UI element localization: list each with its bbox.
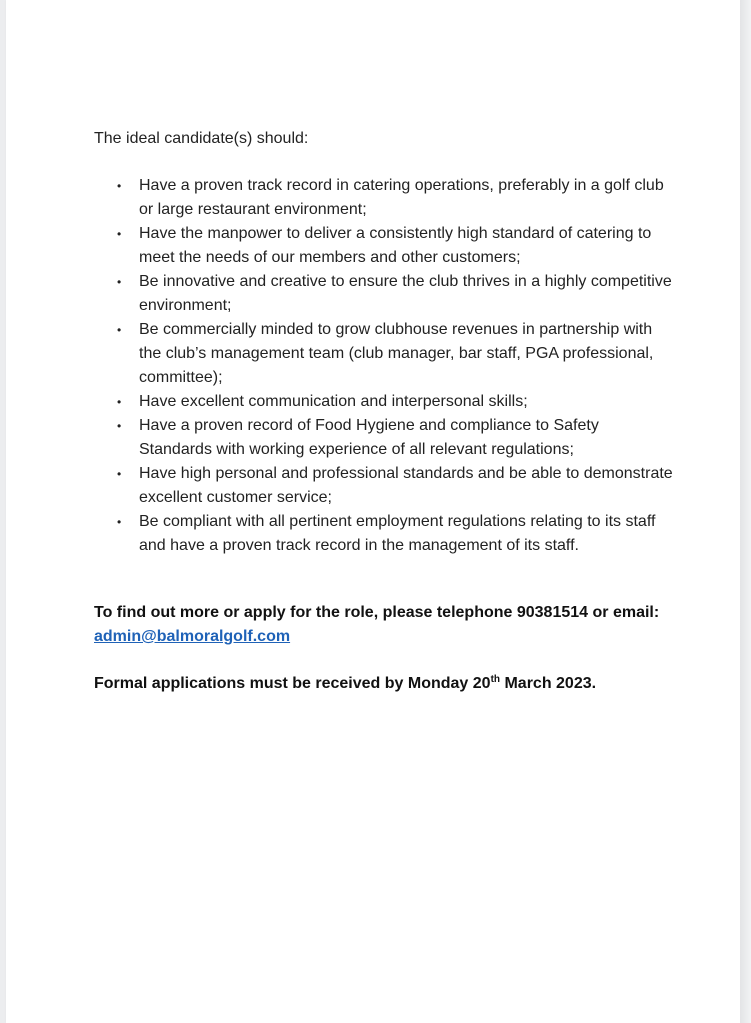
bullet-icon: • <box>117 275 122 289</box>
contact-paragraph <box>94 601 684 649</box>
list-item <box>94 270 674 318</box>
intro-text: The ideal candidate(s) should: <box>94 130 309 147</box>
contact-text: To find out more or apply for the role, please telephone 90381514 or email: <box>94 604 660 621</box>
list-item-text: Have high personal and professional standards and be able to demonstrate excellent customer service; <box>139 465 673 506</box>
list-item <box>94 222 674 270</box>
page-edge <box>740 0 751 1023</box>
list-item-text: Be commercially minded to grow clubhouse revenues in partnership with the club’s management team (club manager, bar staff, PGA professional, committee); <box>139 321 654 386</box>
list-item-text: Be compliant with all pertinent employment regulations relating to its staff and have a proven track record in the management of its staff. <box>139 513 656 554</box>
list-item <box>94 462 674 510</box>
list-item-text: Be innovative and creative to ensure the club thrives in a highly competitive environment; <box>139 273 672 314</box>
bullet-icon: • <box>117 467 122 481</box>
bullet-icon: • <box>117 227 122 241</box>
deadline-prefix: Formal applications must be received by Monday 20 <box>94 675 491 692</box>
email-link[interactable]: admin@balmoralgolf.com <box>94 628 291 645</box>
deadline-paragraph <box>94 672 684 696</box>
list-item-text: Have a proven track record in catering operations, preferably in a golf club or large restaurant environment; <box>139 177 664 218</box>
deadline-suffix: March 2023. <box>500 675 597 692</box>
list-item <box>94 318 674 390</box>
bullet-icon: • <box>117 515 122 529</box>
list-item-text: Have a proven record of Food Hygiene and compliance to Safety Standards with working experience of all relevant regulations; <box>139 417 599 458</box>
bullet-icon: • <box>117 179 122 193</box>
bullet-icon: • <box>117 323 122 337</box>
list-item-text: Have the manpower to deliver a consistently high standard of catering to meet the needs of our members and other customers; <box>139 225 652 266</box>
list-item <box>94 390 674 414</box>
bullet-icon: • <box>117 419 122 433</box>
list-item <box>94 510 674 558</box>
document-page <box>6 0 740 1023</box>
list-item <box>94 414 674 462</box>
requirements-list <box>94 174 674 558</box>
deadline-superscript: th <box>490 674 501 685</box>
list-item <box>94 174 674 222</box>
bullet-icon: • <box>117 395 122 409</box>
list-item-text: Have excellent communication and interpersonal skills; <box>139 393 528 410</box>
